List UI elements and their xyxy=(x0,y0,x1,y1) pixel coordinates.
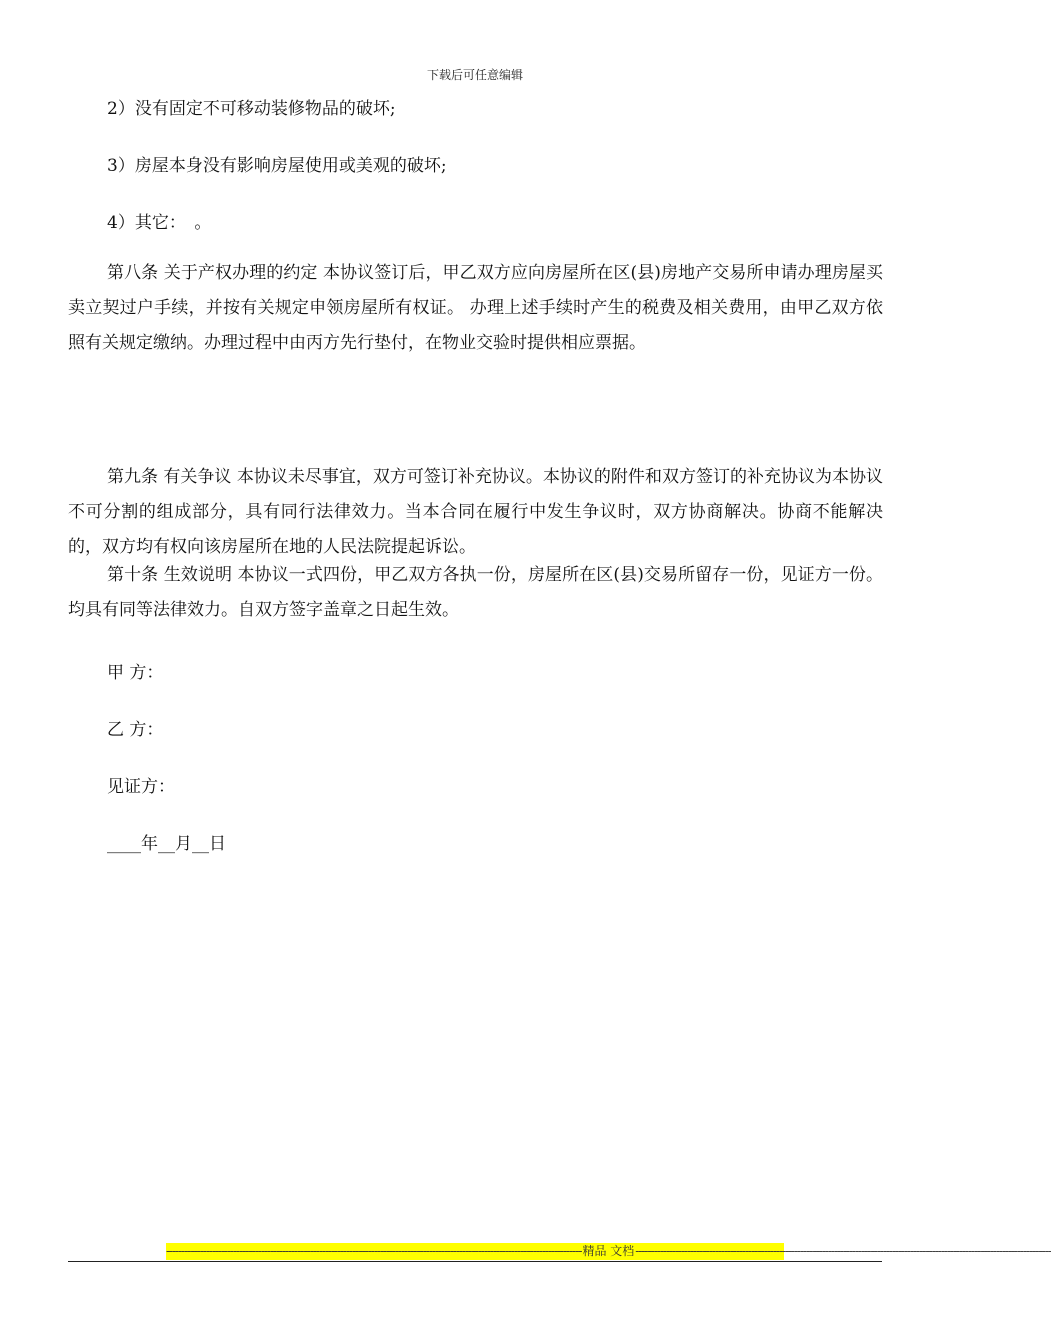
footer-dashes-left: ---------------------------------------------------------------------------------------------------------------------------------------- xyxy=(166,1244,582,1258)
page-header-note: 下载后可任意编辑 xyxy=(426,68,523,82)
signature-date: ____年__月__日 xyxy=(107,834,226,854)
footer-dashes-right: ---------------------------------------------------------------------------------------------------------------------------------------- xyxy=(635,1244,1051,1258)
list-item-4: 4）其它： 。 xyxy=(107,213,212,233)
list-item-2: 2）没有固定不可移动装修物品的破坏; xyxy=(107,99,396,119)
signature-party-a: 甲 方： xyxy=(107,663,164,683)
signature-party-b: 乙 方： xyxy=(107,720,164,740)
footer-banner xyxy=(166,1243,1051,1260)
list-item-3: 3）房屋本身没有影响房屋使用或美观的破坏; xyxy=(107,156,447,176)
article-10-paragraph: 第十条 生效说明 本协议一式四份，甲乙双方各执一份，房屋所在区(县)交易所留存一份，见证方一份。均具有同等法律效力。自双方签字盖章之日起生效。 xyxy=(68,565,883,620)
footer-divider xyxy=(68,1261,882,1262)
article-8-paragraph: 第八条 关于产权办理的约定 本协议签订后，甲乙双方应向房屋所在区(县)房地产交易所申请办理房屋买卖立契过户手续，并按有关规定申领房屋所有权证。 办理上述手续时产生的税费及相关费用，由甲乙双方依照有关规定缴纳。办理过程中由丙方先行垫付，在物业交验时提供相应票据。 xyxy=(68,263,883,353)
article-9-paragraph: 第九条 有关争议 本协议未尽事宜，双方可签订补充协议。本协议的附件和双方签订的补充协议为本协议不可分割的组成部分，具有同行法律效力。当本合同在履行中发生争议时，双方协商解决。协商不能解决的，双方均有权向该房屋所在地的人民法院提起诉讼。 xyxy=(68,467,883,557)
signature-witness: 见证方： xyxy=(107,777,175,797)
footer-label: 精品 文档 xyxy=(582,1244,635,1258)
